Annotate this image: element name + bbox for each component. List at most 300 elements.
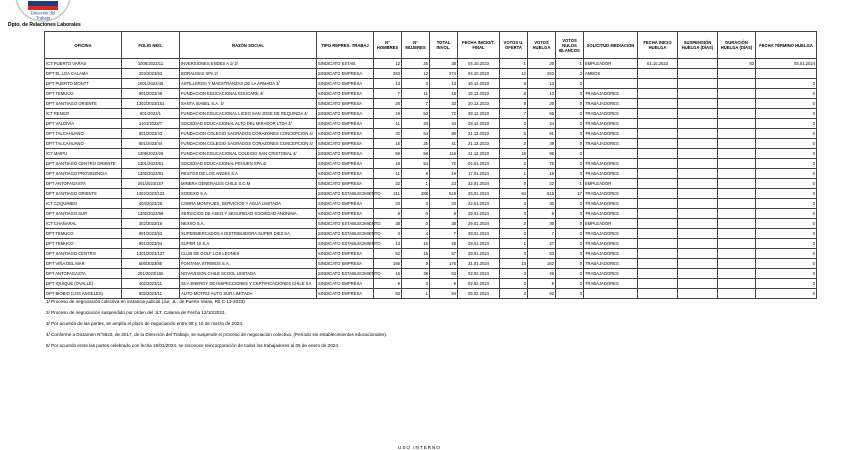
table-cell: 515: [528, 189, 556, 199]
table-cell: [718, 279, 756, 289]
table-cell: TRABAJADORES: [584, 279, 638, 289]
table-cell: 901/2023/48: [122, 89, 180, 99]
table-cell: 1: [500, 59, 528, 69]
table-cell: 0: [556, 139, 584, 149]
table-cell: 11: [374, 169, 402, 179]
table-cell: SCA ENERGY DE INSPECCIONES Y CERTIFICACIONES CHILE SA: [180, 279, 317, 289]
table-cell: 1001/2023/46: [122, 79, 180, 89]
table-cell: 11: [374, 119, 402, 129]
table-cell: 0: [756, 109, 817, 119]
table-cell: [678, 239, 718, 249]
table-cell: SINDICATO ESTABLECIMIENTO: [317, 219, 374, 229]
table-cell: 44: [430, 119, 458, 129]
table-cell: 8: [500, 89, 528, 99]
table-cell: 0: [556, 209, 584, 219]
table-cell: [678, 79, 718, 89]
table-cell: DPT SANTIAGO PROVIDENCIA: [45, 169, 122, 179]
table-cell: SINDICATO ESTAB.: [317, 59, 374, 69]
table-cell: DPT SANTIAGO ORIENTE: [45, 99, 122, 109]
table-cell: FUNDACION COLEGIO SAGRADOS CORAZONES CONCEPCION 4/: [180, 139, 317, 149]
table-cell: [678, 119, 718, 129]
table-cell: 10: [528, 89, 556, 99]
table-cell: 26: [374, 99, 402, 109]
table-cell: [638, 89, 678, 99]
table-cell: DPT SANTIAGO CENTRO ORIENTE: [45, 159, 122, 169]
table-row: [45, 229, 817, 239]
table-cell: 18: [528, 169, 556, 179]
table-cell: ICT MAIPU: [45, 149, 122, 159]
table-cell: [756, 69, 817, 79]
table-cell: 17.01.2024: [458, 169, 500, 179]
table-cell: TRABAJADORES: [584, 99, 638, 109]
table-cell: DPT TALCAHUANO: [45, 139, 122, 149]
table-cell: 02.02.2024: [458, 279, 500, 289]
table-cell: 0: [756, 79, 817, 89]
table-cell: [718, 149, 756, 159]
table-row: [45, 199, 817, 209]
table-cell: 9: [430, 279, 458, 289]
table-cell: DPT TEMUCO: [45, 89, 122, 99]
table-cell: [718, 159, 756, 169]
table-cell: [718, 199, 756, 209]
table-cell: 0: [556, 289, 584, 299]
table-cell: FUNDACION EDUCACIONAL EDUCARE 4/: [180, 89, 317, 99]
table-cell: 901/2023/54: [122, 239, 180, 249]
table-cell: [638, 209, 678, 219]
table-cell: SINDICATO EMPRESA: [317, 89, 374, 99]
table-cell: [678, 219, 718, 229]
table-cell: 22.01.2024: [458, 179, 500, 189]
column-header: FECHA INICIO HUELGA: [638, 32, 678, 59]
table-cell: 1008/2023/11: [122, 59, 180, 69]
table-cell: 901/2023/53: [122, 229, 180, 239]
table-cell: 38: [402, 269, 430, 279]
table-cell: SINDICATO EMPRESA: [317, 79, 374, 89]
table-cell: 30: [528, 199, 556, 209]
table-cell: AMBOS: [584, 69, 638, 79]
table-cell: [638, 279, 678, 289]
table-cell: TRABAJADORES: [584, 109, 638, 119]
table-cell: 26: [402, 59, 430, 69]
table-cell: 0: [756, 249, 817, 259]
table-cell: 28.01.2024: [458, 239, 500, 249]
table-cell: SINDICATO ESTABLECIMIENTO: [317, 239, 374, 249]
table-cell: 1: [402, 179, 430, 189]
table-cell: [678, 259, 718, 269]
table-cell: 0: [556, 259, 584, 269]
table-cell: 8: [500, 99, 528, 109]
table-cell: FONTANA STRIMOS S.A.: [180, 259, 317, 269]
table-cell: [718, 129, 756, 139]
table-cell: [678, 169, 718, 179]
table-cell: 44: [528, 119, 556, 129]
table-cell: DPT SANTIAGO ORIENTE: [45, 189, 122, 199]
table-cell: 98: [528, 149, 556, 159]
table-cell: MINERA GENERALES CHILE S.C.M: [180, 179, 317, 189]
table-cell: 801/2023/44: [122, 139, 180, 149]
table-cell: 8: [402, 169, 430, 179]
table-cell: DPT IQUIQUE (OVALLE): [45, 279, 122, 289]
department-label: Dpto. de Relaciones Laborales: [8, 22, 81, 28]
table-cell: 402/2023/11: [122, 279, 180, 289]
table-cell: 12: [500, 69, 528, 79]
table-cell: 92: [528, 289, 556, 299]
column-header: RAZÓN SOCIAL: [180, 32, 317, 59]
table-cell: SINDICATO EMPRESA: [317, 139, 374, 149]
table-cell: 0: [756, 89, 817, 99]
table-cell: 15: [402, 239, 430, 249]
table-cell: 0: [556, 149, 584, 159]
table-cell: 22: [374, 179, 402, 189]
column-header: N° HOMBRES: [374, 32, 402, 59]
table-body: [45, 59, 817, 299]
column-header: FOLIO NEG.: [122, 32, 180, 59]
table-cell: 18: [500, 149, 528, 159]
table-cell: 28.01.2024: [458, 229, 500, 239]
table-cell: EMPLEADOR: [584, 179, 638, 189]
table-cell: 0: [556, 279, 584, 289]
column-header: VOTOS HUELGA: [528, 32, 556, 59]
table-cell: [638, 139, 678, 149]
table-cell: 0: [756, 119, 817, 129]
table-cell: [638, 189, 678, 199]
logo: [14, 0, 72, 22]
table-cell: 0: [556, 89, 584, 99]
table-cell: 1301/2023/137: [122, 249, 180, 259]
table-cell: EMPLEADOR: [584, 59, 638, 69]
table-cell: 21.12.2023: [458, 149, 500, 159]
column-header: TIPO REPRES. TRABAJ: [317, 32, 374, 59]
table-cell: SINDICATO EMPRESA: [317, 69, 374, 79]
column-header: FECHA TÉRMINO HUELGA: [756, 32, 817, 59]
table-cell: [638, 129, 678, 139]
table-cell: [678, 199, 718, 209]
table-cell: [678, 149, 718, 159]
table-cell: DPT PUERTO MONTT: [45, 79, 122, 89]
table-cell: 28: [430, 239, 458, 249]
table-cell: 0: [500, 249, 528, 259]
table-cell: 94: [430, 289, 458, 299]
footnote: 2/ Proceso de negociación suspendido por orden del JLT. Calama de Fecha 12/10/2023.: [46, 310, 226, 315]
table-cell: 0: [556, 169, 584, 179]
table-cell: 53: [402, 109, 430, 119]
table-cell: 519: [430, 189, 458, 199]
table-row: [45, 129, 817, 139]
table-cell: TRABAJADORES: [584, 89, 638, 99]
table-cell: 0: [556, 199, 584, 209]
table-cell: SOCIEDAD EDUCACIONAL PEHUEN SPA 4/: [180, 159, 317, 169]
column-header: OFICINA: [45, 32, 122, 59]
table-cell: 7: [374, 89, 402, 99]
table-cell: 1: [500, 169, 528, 179]
table-cell: 288: [402, 189, 430, 199]
table-cell: 1: [402, 289, 430, 299]
table-cell: SINDICATO EMPRESA: [317, 249, 374, 259]
table-cell: 1302/2023/151: [122, 99, 180, 109]
table-cell: TRABAJADORES: [584, 249, 638, 259]
column-header: SUSPENSIÓN HUELGA (DÍAS): [678, 32, 718, 59]
table-cell: 32: [374, 129, 402, 139]
table-cell: 54: [402, 129, 430, 139]
table-cell: 33: [430, 99, 458, 109]
table-header-row: [45, 32, 817, 59]
table-cell: 116: [430, 149, 458, 159]
table-cell: 04.01.2024: [458, 159, 500, 169]
footnote: 5/ Por acuerdo entre las partes celebrado con fecha 18/01/2024, se reconoce reincorporación de todos los trabajadores al 05 de enero de 2024.: [46, 343, 340, 348]
table-cell: [638, 229, 678, 239]
table-cell: 0: [556, 119, 584, 129]
table-cell: 13: [500, 259, 528, 269]
table-cell: 72: [430, 109, 458, 119]
table-cell: 16: [374, 269, 402, 279]
table-cell: 28.12.2023: [458, 109, 500, 119]
table-cell: SINDICATO EMPRESA: [317, 129, 374, 139]
table-cell: [638, 159, 678, 169]
table-cell: [678, 249, 718, 259]
table-cell: 18: [374, 159, 402, 169]
table-cell: [584, 149, 638, 159]
table-cell: [638, 179, 678, 189]
table-cell: TRABAJADORES: [584, 139, 638, 149]
table-cell: 7: [402, 99, 430, 109]
table-cell: 04.10.2023: [458, 69, 500, 79]
table-cell: DPT EL LOA CALAMA: [45, 69, 122, 79]
table-cell: 0: [756, 99, 817, 109]
table-cell: 31.01.2024: [458, 259, 500, 269]
table-row: [45, 79, 817, 89]
table-cell: 22: [528, 179, 556, 189]
table-row: [45, 69, 817, 79]
table-cell: [638, 149, 678, 159]
table-cell: 1302/2023/123: [122, 189, 180, 199]
table-cell: 0: [500, 209, 528, 219]
table-cell: 26.01.2024: [458, 189, 500, 199]
table-cell: SERVICIOS DE ASEO Y SEGURIDAD SOCIEDAD ANONIMA: [180, 209, 317, 219]
table-cell: 0: [756, 229, 817, 239]
table-cell: [638, 109, 678, 119]
table-cell: 05.01.2024: [756, 59, 817, 69]
table-cell: 404/2023/26: [122, 199, 180, 209]
table-cell: 2: [500, 159, 528, 169]
table-cell: 0: [756, 199, 817, 209]
table-cell: 2: [500, 289, 528, 299]
table-cell: 8: [528, 209, 556, 219]
table-cell: 1: [556, 59, 584, 69]
table-cell: [718, 79, 756, 89]
table-cell: 28.01.2024: [458, 249, 500, 259]
table-cell: 201/2023/165: [122, 269, 180, 279]
column-header: TOTAL INVOL.: [430, 32, 458, 59]
table-cell: 302/2023/16: [122, 219, 180, 229]
table-cell: NEXXO S.A.: [180, 219, 317, 229]
table-cell: 1: [556, 179, 584, 189]
table-cell: 54: [402, 159, 430, 169]
table-cell: [678, 99, 718, 109]
table-cell: [718, 99, 756, 109]
table-cell: SUPERMERCADOS A DISTRIBUIDORA SUPER DIEZ SA: [180, 229, 317, 239]
table-cell: 7: [430, 229, 458, 239]
table-cell: 0: [756, 279, 817, 289]
table-cell: 58: [374, 149, 402, 159]
table-cell: 53: [528, 249, 556, 259]
table-cell: 9: [374, 279, 402, 289]
table-cell: 53: [430, 269, 458, 279]
column-header: VOTOS NULOS BLANCOS: [556, 32, 584, 59]
table-cell: SINDICATO EMPRESA: [317, 259, 374, 269]
table-cell: 0: [756, 139, 817, 149]
table-cell: 0: [402, 209, 430, 219]
table-cell: [718, 219, 756, 229]
table-cell: 0: [756, 289, 817, 299]
table-cell: [678, 189, 718, 199]
table-cell: 0: [500, 229, 528, 239]
table-cell: 23: [430, 179, 458, 189]
table-cell: 0: [756, 129, 817, 139]
table-cell: 1301/2023/61: [122, 159, 180, 169]
table-cell: 11: [402, 89, 430, 99]
table-cell: 0: [556, 229, 584, 239]
table-cell: 0: [556, 109, 584, 119]
table-cell: [638, 259, 678, 269]
table-cell: [638, 169, 678, 179]
table-cell: FUNDACION EDUCACIONAL COLEGIO SAN CRISTOBAL 4/: [180, 149, 317, 159]
table-cell: 38: [430, 59, 458, 69]
table-cell: 39: [528, 139, 556, 149]
table-cell: FUNDACION EDUCACIONAL LICEO SAN JOSE DE REQUINOA 4/: [180, 109, 317, 119]
table-cell: 16: [374, 139, 402, 149]
table-cell: 1309/2023/26: [122, 149, 180, 159]
table-cell: ASTILLEROS Y MAESTRANZAS DE LA ARMADA 3/: [180, 79, 317, 89]
table-cell: 166: [374, 259, 402, 269]
table-cell: [638, 239, 678, 249]
table-cell: SUPER 10 S.A.: [180, 239, 317, 249]
table-cell: [638, 289, 678, 299]
table-cell: INVERSIONES ENDES A 1/ 2/: [180, 59, 317, 69]
table-cell: 1401/2023/7: [122, 119, 180, 129]
table-cell: 20.12.2023: [458, 99, 500, 109]
table-cell: DPT TALCAHUANO: [45, 129, 122, 139]
table-cell: 203/2023/63: [122, 69, 180, 79]
table-row: [45, 209, 817, 219]
table-cell: 0: [402, 79, 430, 89]
table-cell: 8: [374, 209, 402, 219]
table-cell: [678, 109, 718, 119]
table-row: [45, 219, 817, 229]
table-cell: 26: [528, 59, 556, 69]
table-cell: [678, 179, 718, 189]
table-cell: [718, 69, 756, 79]
table-cell: [678, 159, 718, 169]
table-cell: TRABAJADORES: [584, 129, 638, 139]
table-cell: [678, 209, 718, 219]
table-cell: 2: [500, 219, 528, 229]
table-cell: [718, 289, 756, 299]
table-cell: 0: [556, 239, 584, 249]
logo-line2: Trabajo: [35, 15, 51, 21]
table-cell: AUTO MOTRIZ AUTO SUR LIMITADA: [180, 289, 317, 299]
table-cell: SINDICATO EMPRESA: [317, 289, 374, 299]
table-cell: 263: [528, 69, 556, 79]
table-cell: SINDICATO ESTABLECIMIENTO: [317, 229, 374, 239]
dt-logo-graphic: [14, 0, 72, 22]
table-cell: 83: [718, 59, 756, 69]
table-cell: 0: [756, 269, 817, 279]
table-cell: 0: [556, 249, 584, 259]
table-cell: [718, 209, 756, 219]
table-cell: 0: [402, 199, 430, 209]
table-cell: 3: [500, 269, 528, 279]
table-cell: [718, 259, 756, 269]
table-cell: DPT SANTIAGO CENTRO: [45, 249, 122, 259]
table-cell: 36: [528, 219, 556, 229]
table-cell: 38: [430, 219, 458, 229]
table-cell: SANTA ISABEL S.A. 4/: [180, 99, 317, 109]
footnotes: [46, 296, 387, 351]
table-cell: 01.10.2023: [638, 59, 678, 69]
table-cell: 19: [430, 169, 458, 179]
column-header: N° MUJERES: [402, 32, 430, 59]
table-cell: [678, 89, 718, 99]
table-cell: SINDICATO ESTABLECIMIENTO: [317, 269, 374, 279]
table-cell: 4: [402, 229, 430, 239]
column-header: FECHA INICIO/T. FINAL: [458, 32, 500, 59]
table-cell: FUNDACION COLEGIO SAGRADOS CORAZONES CONCEPCION 4/: [180, 129, 317, 139]
table-cell: [678, 229, 718, 239]
table-cell: 7: [500, 109, 528, 119]
table-cell: DPT ANTOFAGASTA: [45, 179, 122, 189]
table-cell: SINDICATO EMPRESA: [317, 209, 374, 219]
column-header: SOLICITUD MEDIACIÓN: [584, 32, 638, 59]
table-cell: DPT BIOBIO (LOS ANGELES): [45, 289, 122, 299]
table-cell: [584, 289, 638, 299]
table-cell: 12: [402, 69, 430, 79]
table-cell: COBRA MONTAJES, SERVICIOS Y AGUA LIMITADA: [180, 199, 317, 209]
table-cell: 8: [500, 79, 528, 89]
table-cell: TRABAJADORES: [584, 269, 638, 279]
table-cell: 2: [500, 139, 528, 149]
table-cell: TRABAJADORES: [584, 199, 638, 209]
table-cell: [638, 199, 678, 209]
table-cell: DPT TEMUCO: [45, 229, 122, 239]
table-cell: 0: [500, 279, 528, 289]
table-row: [45, 189, 817, 199]
footnote: 4/ Conforme a Dictamen N°5823, de 2017, de la Dirección del Trabajo, se suspende el proceso de negociación colectiva. (Período sin establecimientos educacionales).: [46, 332, 388, 337]
table-cell: 1302/2023/98: [122, 209, 180, 219]
table-cell: 16.12.2023: [458, 79, 500, 89]
table-cell: [638, 69, 678, 79]
table-cell: [718, 139, 756, 149]
table-cell: 72: [430, 159, 458, 169]
table-row: [45, 179, 817, 189]
table-cell: DPT TEMUCO: [45, 239, 122, 249]
column-header: DURACIÓN HUELGA (DÍAS): [718, 32, 756, 59]
table-cell: 21.12.2023: [458, 139, 500, 149]
table-cell: 13: [374, 79, 402, 89]
table-row: [45, 139, 817, 149]
table-cell: ICT PUERTO VARAS: [45, 59, 122, 69]
table-cell: 19: [374, 109, 402, 119]
table-row: [45, 239, 817, 249]
table-cell: 04.10.2023: [458, 59, 500, 69]
table-cell: EMPLEADOR: [584, 219, 638, 229]
table-cell: RESTOS DE LOS ANDES S.A: [180, 169, 317, 179]
footnote: 1/ Proceso de negociación colectiva en instancia judicial (Jur. JL. de Puerto Varas, Rit C-13-2023): [46, 299, 245, 304]
table-cell: 802/2023/11: [122, 289, 180, 299]
table-cell: 0: [756, 159, 817, 169]
table-cell: 3: [500, 199, 528, 209]
table-cell: 801/2023/43: [122, 129, 180, 139]
table-cell: 21.12.2023: [458, 129, 500, 139]
